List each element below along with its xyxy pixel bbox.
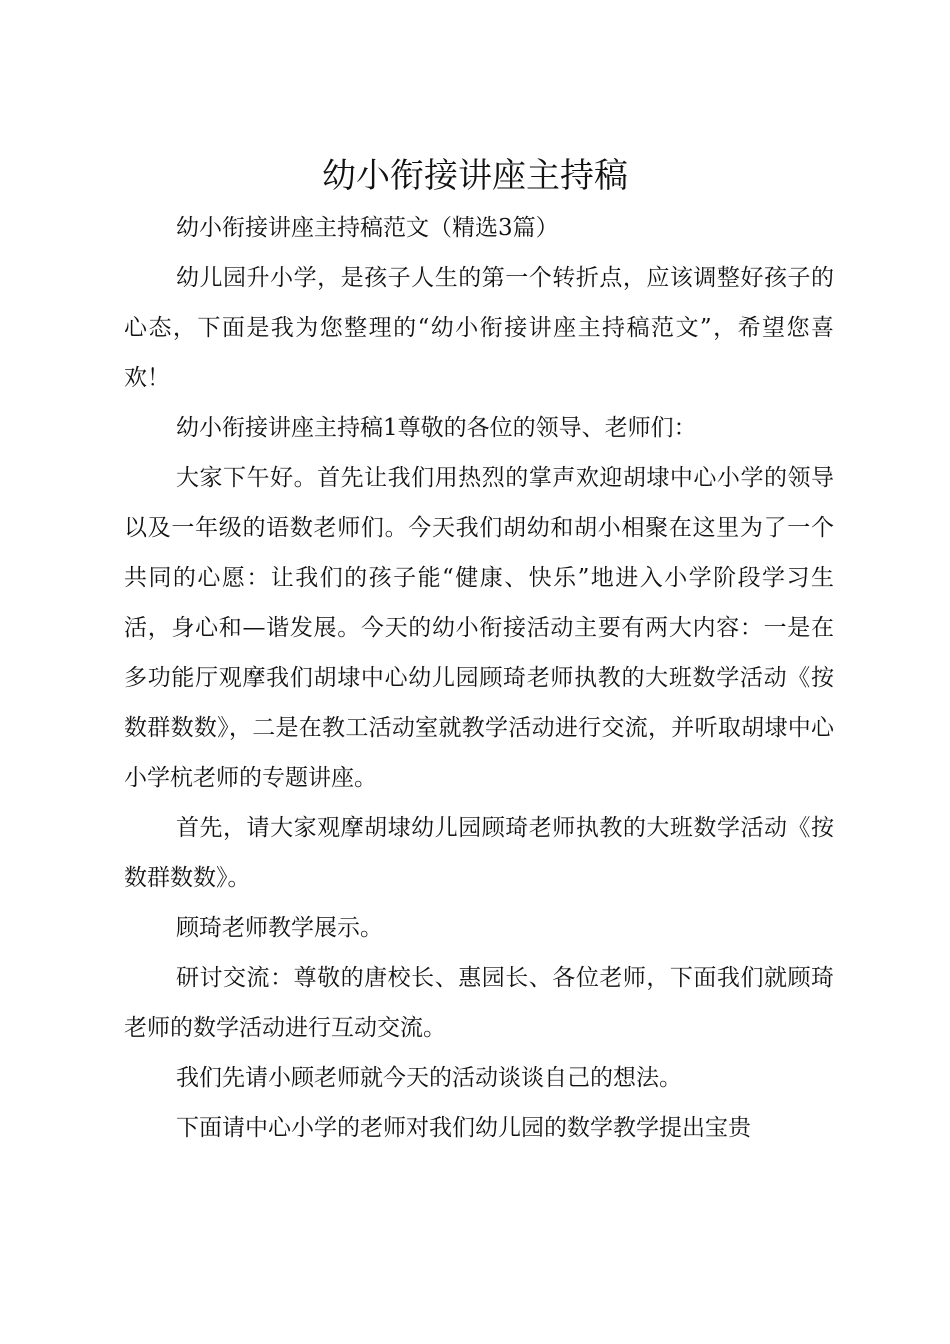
document-body	[124, 203, 834, 1153]
subtitle-paragraph: 幼小衔接讲座主持稿范文（精选3篇）	[176, 215, 559, 241]
demonstration-paragraph: 顾琦老师教学展示。	[176, 915, 383, 941]
document-title: 幼小衔接讲座主持稿	[322, 156, 628, 196]
feedback-paragraph: 下面请中心小学的老师对我们幼儿园的数学教学提出宝贵	[176, 1115, 751, 1141]
observation-paragraph: 首先，请大家观摩胡埭幼儿园顾琦老师执教的大班数学活动《按数群数数》。	[124, 815, 834, 891]
welcome-paragraph: 大家下午好。首先让我们用热烈的掌声欢迎胡埭中心小学的领导以及一年级的语数老师们。今天我们胡幼和胡小相聚在这里为了一个共同的心愿：让我们的孩子能“健康、快乐”地进入小学阶段学习生活，身心和—谐发展。今天的幼小衔接活动主要有两大内容：一是在多功能厅观摩我们胡埭中心幼儿园顾琦老师执教的大班数学活动《按数群数数》，二是在教工活动室就教学活动进行交流，并听取胡埭中心小学杭老师的专题讲座。	[124, 465, 834, 791]
intro-paragraph: 幼儿园升小学，是孩子人生的第一个转折点，应该调整好孩子的心态，下面是我为您整理的“幼小衔接讲座主持稿范文”，希望您喜欢！	[124, 265, 834, 391]
discussion-paragraph: 研讨交流：尊敬的唐校长、惠园长、各位老师，下面我们就顾琦老师的数学活动进行互动交流。	[124, 965, 834, 1041]
reflection-paragraph: 我们先请小顾老师就今天的活动谈谈自己的想法。	[176, 1065, 682, 1091]
salutation-paragraph: 幼小衔接讲座主持稿1尊敬的各位的领导、老师们：	[176, 415, 697, 441]
